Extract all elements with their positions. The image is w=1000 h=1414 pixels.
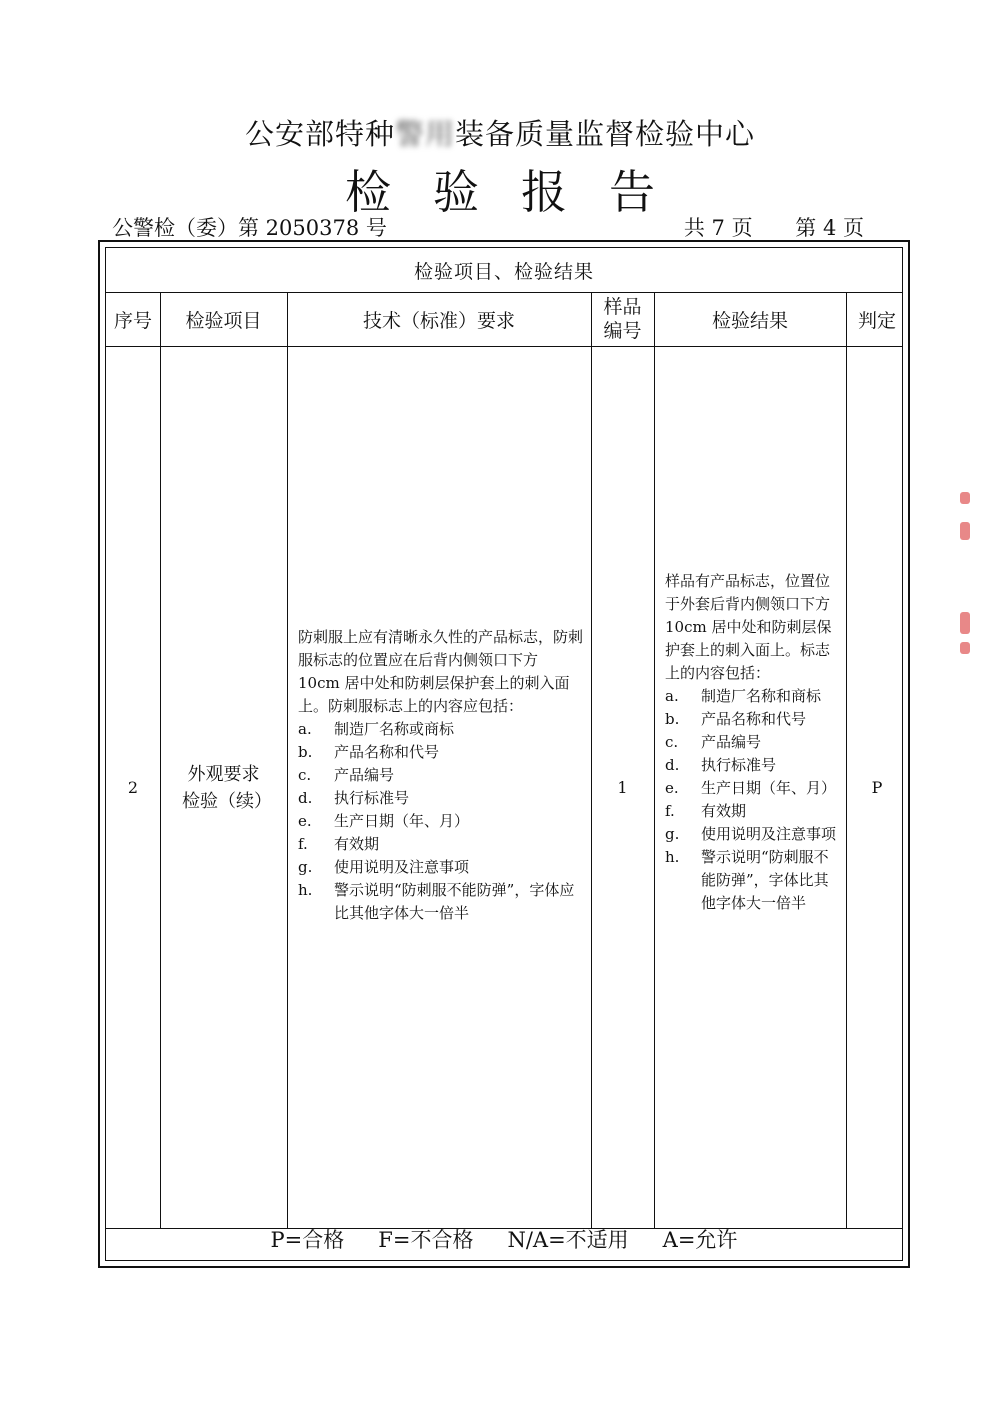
page-info [676, 212, 864, 242]
column-header-sample-no: 样品编号 [603, 296, 642, 342]
list-item-text: 生产日期（年、月） [334, 812, 470, 830]
list-item-key: h. [298, 881, 313, 899]
list-item-key: f. [298, 835, 308, 853]
list-item-key: f. [665, 802, 675, 820]
row-seq: 2 [127, 778, 139, 797]
list-item-key: g. [298, 858, 313, 876]
list-item-key: c. [298, 766, 312, 784]
list-item-text: 生产日期（年、月） [701, 779, 837, 797]
list-item-key: c. [665, 733, 679, 751]
list-item [298, 879, 584, 925]
column-header-result: 检验结果 [711, 309, 788, 332]
result-intro: 样品有产品标志，位置位于外套后背内侧领口下方 10cm 居中处和防刺层保护套上的刺入面上。标志上的内容包括： [665, 572, 832, 682]
legend-fail: F=不合格 [378, 1228, 474, 1252]
list-item [298, 741, 584, 764]
org-prefix: 公安部特种 [244, 117, 395, 151]
list-item-key: h. [665, 848, 680, 866]
list-item [298, 787, 584, 810]
requirement-intro: 防刺服上应有清晰永久性的产品标志，防刺服标志的位置应在后背内侧领口下方 10cm 居中处和防刺层保护套上的刺入面上。防刺服标志上的内容应包括： [298, 628, 584, 715]
column-header-seq: 序号 [113, 309, 152, 332]
list-item [298, 833, 584, 856]
report-number: 公警检（委）第 2050378 号 [112, 216, 387, 240]
list-item [665, 777, 840, 800]
list-item [298, 718, 584, 741]
list-item-text: 执行标准号 [334, 789, 410, 807]
list-item-key: e. [298, 812, 312, 830]
list-item [298, 764, 584, 787]
list-item-text: 产品编号 [701, 733, 762, 751]
list-item-text: 制造厂名称或商标 [334, 720, 455, 738]
list-item-key: b. [665, 710, 680, 728]
table-inner-frame [105, 247, 903, 1261]
issuing-organization [0, 112, 1000, 153]
total-pages: 共 7 页 [683, 216, 753, 240]
report-title: 检验报告 [345, 165, 697, 219]
list-item-text: 有效期 [701, 802, 747, 820]
list-item-text: 产品名称和代号 [334, 743, 440, 761]
list-item [665, 685, 840, 708]
section-title: 检验项目、检验结果 [106, 248, 902, 293]
row-result [665, 570, 840, 915]
report-meta [112, 212, 864, 242]
inspection-table [98, 240, 910, 1268]
column-header-requirement: 技术（标准）要求 [362, 309, 515, 332]
list-item-text: 使用说明及注意事项 [334, 858, 470, 876]
list-item-key: g. [665, 825, 680, 843]
list-item-text: 警示说明“防刺服不能防弹”，字体应比其他字体大一倍半 [334, 881, 575, 922]
current-page: 第 4 页 [795, 216, 864, 240]
column-header-item: 检验项目 [185, 309, 262, 332]
legend-not-applicable: N/A=不适用 [507, 1228, 629, 1252]
list-item [665, 800, 840, 823]
org-redacted-text: 警用 [394, 117, 455, 151]
list-item [298, 810, 584, 833]
requirement-list [298, 718, 584, 925]
legend-allowed: A=允许 [662, 1228, 738, 1252]
legend [106, 1218, 902, 1260]
list-item-text: 警示说明“防刺服不能防弹”，字体比其他字体大一倍半 [701, 848, 829, 912]
list-item-text: 使用说明及注意事项 [701, 825, 837, 843]
list-item-key: a. [665, 687, 679, 705]
row-sample-no: 1 [617, 778, 628, 797]
list-item [665, 754, 840, 777]
list-item-text: 执行标准号 [701, 756, 777, 774]
list-item-key: a. [298, 720, 312, 738]
list-item-text: 制造厂名称和商标 [701, 687, 822, 705]
list-item-key: d. [665, 756, 680, 774]
list-item [665, 708, 840, 731]
org-suffix: 装备质量监督检验中心 [455, 117, 756, 151]
list-item [298, 856, 584, 879]
row-item: 外观要求检验（续） [182, 763, 272, 812]
list-item-key: b. [298, 743, 313, 761]
list-item [665, 731, 840, 754]
row-requirement [298, 626, 584, 925]
legend-pass: P=合格 [270, 1228, 345, 1252]
result-list [665, 685, 840, 915]
list-item [665, 823, 840, 846]
list-item-text: 产品名称和代号 [701, 710, 807, 728]
list-item-key: d. [298, 789, 313, 807]
list-item-key: e. [665, 779, 679, 797]
seal-stamp-fragment [960, 492, 974, 662]
list-item-text: 有效期 [334, 835, 380, 853]
column-header-verdict: 判定 [857, 309, 896, 332]
row-verdict: P [871, 778, 883, 797]
list-item-text: 产品编号 [334, 766, 395, 784]
list-item [665, 846, 840, 915]
